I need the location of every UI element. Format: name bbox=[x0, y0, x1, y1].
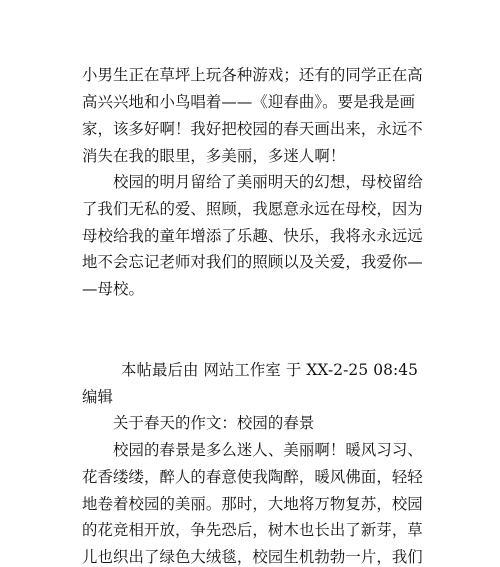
paragraph-start-line: 校园的春景是多么迷人、美丽啊！暖风习习、 bbox=[113, 441, 423, 459]
text-line-3: 家，该多好啊！我好把校园的春天画出来，永远不 bbox=[82, 120, 423, 138]
text-line-8: 地不会忘记老师对我们的照顾以及关爱，我爱你— bbox=[82, 253, 423, 271]
text-line-7: 母校给我的童年增添了乐趣、快乐，我将永永远远 bbox=[82, 227, 423, 245]
text-line-6: 了我们无私的爱、照顾，我愿意永远在母校，因为 bbox=[82, 200, 423, 218]
edit-label: 编辑 bbox=[82, 388, 113, 406]
text-line-9: —母校。 bbox=[82, 280, 144, 298]
text-line-4: 消失在我的眼里，多美丽，多迷人啊！ bbox=[82, 147, 346, 165]
text-line-17: 儿也织出了绿色大绒毯，校园生机勃勃一片，我们 bbox=[82, 548, 423, 566]
text-line-1: 小男生正在草坪上玩各种游戏；还有的同学正在高 bbox=[82, 66, 423, 84]
text-line-16: 的花竞相开放，争先恐后，树木也长出了新芽，草 bbox=[82, 521, 423, 539]
paragraph-start-line: 校园的明月留给了美丽明天的幻想，母校留给 bbox=[113, 173, 423, 191]
edit-info-line: 本帖最后由 网站工作室 于 XX-2-25 08:45 bbox=[121, 361, 419, 379]
text-line-14: 花香缕缕，醉人的春意使我陶醉，暖风佛面，轻轻 bbox=[82, 468, 423, 486]
text-line-2: 高兴兴地和小鸟唱着——《迎春曲》。要是我是画 bbox=[82, 93, 416, 111]
article-title: 关于春天的作文：校园的春景 bbox=[113, 414, 315, 432]
text-line-15: 地卷着校园的美丽。那时，大地将万物复苏，校园 bbox=[82, 495, 423, 513]
